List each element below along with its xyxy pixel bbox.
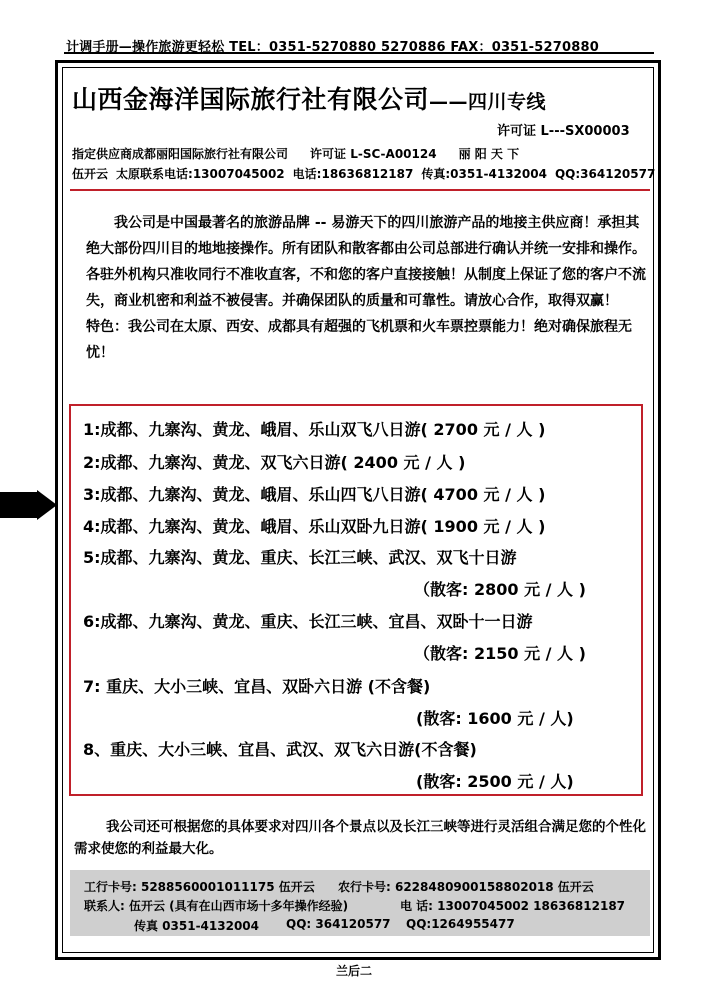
route-5-price: （散客: 2800 元 / 人 ) — [414, 580, 586, 599]
line-tag: ——四川专线 — [429, 91, 547, 113]
left-arrow-head — [37, 490, 57, 520]
contact-person: 伍开云 — [72, 167, 109, 181]
bank-phones: 电 话: 13007045002 18636812187 — [400, 899, 626, 913]
route-8-price: (散客: 2500 元 / 人) — [416, 772, 574, 791]
feature-paragraph: 特色：我公司在太原、西安、成都具有超强的飞机票和火车票控票能力！绝对确保旅程无忧！ — [86, 319, 632, 361]
contact-fax: 传真:0351-4132004 — [421, 167, 547, 181]
header-contact-line: 计调手册—操作旅游更轻松 TEL：0351-5270880 5270886 FAX：0351-5270880 — [66, 40, 599, 55]
supplier-brand: 丽 阳 天 下 — [458, 147, 520, 161]
page-label: 兰后二 — [336, 964, 373, 978]
closing-section — [74, 816, 648, 860]
route-3: 3:成都、九寨沟、黄龙、峨眉、乐山四飞八日游( 4700 元 / 人 ) — [83, 485, 546, 504]
route-7: 7: 重庆、大小三峡、宜昌、双卧六日游 (不含餐) — [83, 677, 431, 696]
company-title — [72, 80, 546, 116]
bank-fax: 传真 0351-4132004 — [134, 919, 260, 933]
contact-mobile: 电话:18636812187 — [292, 167, 414, 181]
intro-section — [86, 210, 652, 366]
bank-contact-person: 联系人: 伍开云 (具有在山西市场十多年操作经验) — [84, 899, 349, 913]
left-arrow-marker — [0, 492, 38, 518]
red-divider — [70, 189, 650, 191]
route-1: 1:成都、九寨沟、黄龙、峨眉、乐山双飞八日游( 2700 元 / 人 ) — [83, 420, 546, 439]
route-6-price: （散客: 2150 元 / 人 ) — [414, 644, 586, 663]
bank-qq-1: QQ: 364120577 — [286, 917, 391, 931]
route-2: 2:成都、九寨沟、黄龙、双飞六日游( 2400 元 / 人 ) — [83, 453, 466, 472]
bank-qq-2: QQ:1264955477 — [406, 917, 515, 931]
intro-paragraph: 我公司是中国最著名的旅游品牌 -- 易游天下的四川旅游产品的地接主供应商！承担其绝大部份四川目的地地接操作。所有团队和散客都由公司总部进行确认并统一安排和操作。各驻外机构只准收同行不准收直客，不和您的客户直接接触！从制度上保证了您的客户不流失，商业机密和利益不被侵害。并确保团队的质量和可靠性。请放心合作，取得双赢！ — [86, 215, 646, 309]
supplier-name: 指定供应商成都丽阳国际旅行社有限公司 — [72, 147, 289, 161]
icbc-account: 工行卡号: 5288560001011175 伍开云 — [84, 880, 315, 894]
supplier-license: 许可证 L-SC-A00124 — [310, 147, 437, 161]
abc-account: 农行卡号: 6228480900158802018 伍开云 — [338, 880, 594, 894]
contact-line — [72, 165, 663, 182]
header-rule — [64, 52, 654, 54]
route-5: 5:成都、九寨沟、黄龙、重庆、长江三峡、武汉、双飞十日游 — [83, 548, 517, 567]
contact-taiyuan-phone: 太原联系电话:13007045002 — [116, 167, 285, 181]
supplier-line — [72, 145, 541, 162]
route-8: 8、重庆、大小三峡、宜昌、武汉、双飞六日游(不含餐) — [83, 740, 477, 759]
route-6: 6:成都、九寨沟、黄龙、重庆、长江三峡、宜昌、双卧十一日游 — [83, 612, 533, 631]
company-name: 山西金海洋国际旅行社有限公司 — [72, 85, 430, 114]
route-4: 4:成都、九寨沟、黄龙、峨眉、乐山双卧九日游( 1900 元 / 人 ) — [83, 517, 546, 536]
contact-qq: QQ:364120577 — [554, 167, 656, 181]
company-license: 许可证 L---SX00003 — [497, 124, 630, 139]
closing-paragraph: 我公司还可根据您的具体要求对四川各个景点以及长江三峡等进行灵活组合满足您的个性化需求使您的利益最大化。 — [74, 819, 646, 857]
route-7-price: (散客: 1600 元 / 人) — [416, 709, 574, 728]
